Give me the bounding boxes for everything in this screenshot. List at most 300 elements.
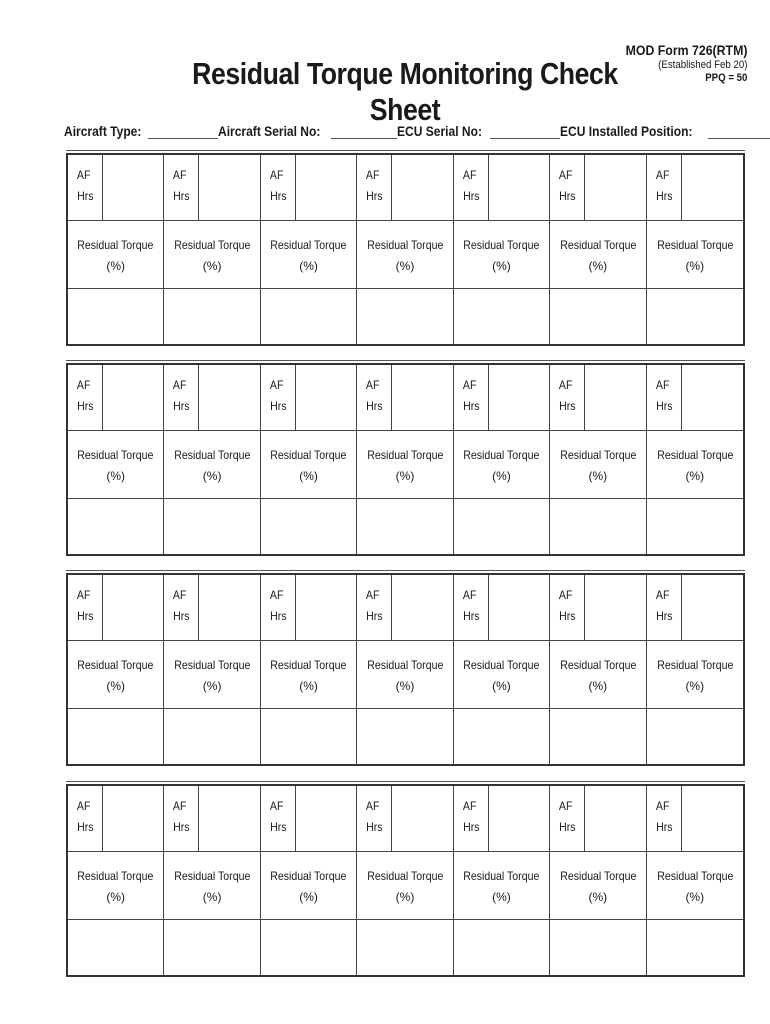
check-block — [66, 153, 745, 346]
af-label: AF — [462, 168, 477, 182]
residual-torque-label — [550, 235, 645, 256]
residual-torque-text: Residual Torque — [656, 869, 733, 883]
af-hrs-label — [647, 786, 682, 851]
residual-torque-label — [647, 866, 743, 887]
residual-torque-text: Residual Torque — [463, 658, 540, 672]
residual-torque-entry[interactable] — [68, 289, 164, 344]
form-established-date: (Established Feb 20) — [657, 58, 747, 71]
residual-torque-label — [647, 235, 743, 256]
residual-torque-text: Residual Torque — [174, 869, 251, 883]
af-hrs-entry[interactable] — [199, 155, 259, 220]
residual-torque-entry[interactable] — [164, 709, 260, 764]
aircraft-serial-label: Aircraft Serial No: — [217, 123, 321, 139]
af-hrs-cell — [164, 155, 260, 221]
residual-torque-label — [550, 445, 645, 466]
af-hrs-entry[interactable] — [199, 786, 259, 851]
percent-unit-label: (%) — [202, 469, 222, 483]
percent-unit-label: (%) — [299, 469, 318, 483]
residual-torque-entry[interactable] — [261, 499, 357, 554]
residual-torque-text: Residual Torque — [270, 869, 347, 883]
residual-torque-label-cell — [550, 431, 646, 499]
residual-torque-label-cell — [357, 431, 453, 499]
af-label: AF — [366, 799, 380, 813]
residual-torque-label-cell — [647, 641, 743, 709]
af-label: AF — [269, 378, 284, 392]
residual-torque-entry[interactable] — [261, 709, 357, 764]
af-hrs-cell — [357, 155, 453, 221]
residual-torque-text: Residual Torque — [77, 448, 154, 462]
check-block — [66, 363, 745, 556]
residual-torque-text: Residual Torque — [559, 869, 636, 883]
af-hrs-cell — [68, 786, 164, 852]
hrs-label: Hrs — [77, 189, 94, 203]
af-hrs-entry[interactable] — [392, 786, 452, 851]
residual-torque-entry[interactable] — [357, 289, 453, 344]
residual-torque-entry[interactable] — [164, 499, 260, 554]
af-hrs-cell — [550, 155, 646, 221]
hrs-label: Hrs — [462, 189, 480, 203]
af-hrs-entry[interactable] — [103, 365, 163, 430]
residual-torque-label — [357, 866, 452, 887]
af-hrs-label — [357, 155, 392, 220]
residual-torque-text: Residual Torque — [559, 658, 636, 672]
residual-torque-label-cell — [647, 221, 743, 289]
af-hrs-entry[interactable] — [682, 575, 743, 640]
hrs-label: Hrs — [655, 820, 673, 834]
residual-torque-label — [164, 235, 259, 256]
hrs-label: Hrs — [173, 399, 190, 413]
residual-torque-label-cell — [550, 641, 646, 709]
hrs-label: Hrs — [173, 609, 190, 623]
residual-torque-label — [550, 655, 645, 676]
residual-torque-label — [357, 655, 452, 676]
af-hrs-label — [454, 155, 489, 220]
hrs-label: Hrs — [655, 609, 673, 623]
af-hrs-label — [550, 365, 585, 430]
residual-torque-label-cell — [647, 431, 743, 499]
residual-torque-entry[interactable] — [357, 499, 453, 554]
percent-unit-label: (%) — [588, 890, 608, 904]
af-hrs-label — [454, 365, 489, 430]
hrs-label: Hrs — [655, 399, 673, 413]
ecu-serial-field[interactable] — [397, 123, 560, 139]
sheet-title: Residual Torque Monitoring Check Sheet — [192, 56, 618, 127]
af-label: AF — [462, 588, 477, 602]
residual-torque-label-cell — [261, 431, 357, 499]
residual-torque-text: Residual Torque — [463, 869, 540, 883]
af-hrs-entry[interactable] — [392, 575, 452, 640]
residual-torque-entry[interactable] — [550, 289, 646, 344]
af-hrs-cell — [357, 365, 453, 431]
residual-torque-label — [454, 235, 549, 256]
residual-torque-text: Residual Torque — [366, 238, 444, 252]
hrs-label: Hrs — [269, 189, 287, 203]
hrs-label: Hrs — [655, 189, 673, 203]
af-hrs-label — [550, 575, 585, 640]
residual-torque-entry[interactable] — [164, 289, 260, 344]
af-hrs-label — [68, 365, 103, 430]
hrs-label: Hrs — [559, 820, 576, 834]
percent-unit-label: (%) — [395, 679, 415, 693]
af-hrs-cell — [647, 155, 743, 221]
check-block — [66, 573, 745, 766]
residual-torque-label-cell — [550, 852, 646, 920]
residual-torque-label — [357, 445, 452, 466]
hrs-label: Hrs — [269, 399, 287, 413]
af-hrs-label — [261, 155, 296, 220]
af-hrs-label — [164, 365, 199, 430]
hrs-label: Hrs — [77, 820, 94, 834]
residual-torque-entry[interactable] — [261, 289, 357, 344]
residual-torque-label-cell — [454, 431, 550, 499]
hrs-label: Hrs — [462, 399, 480, 413]
hrs-label: Hrs — [559, 399, 576, 413]
percent-unit-label: (%) — [202, 679, 222, 693]
af-hrs-cell — [357, 786, 453, 852]
percent-unit-label: (%) — [299, 890, 318, 904]
percent-unit-label: (%) — [395, 469, 415, 483]
af-label: AF — [366, 378, 380, 392]
residual-torque-label — [68, 235, 163, 256]
form-ppq: PPQ = 50 — [704, 71, 747, 84]
percent-unit-label: (%) — [685, 890, 705, 904]
percent-unit-label: (%) — [202, 890, 222, 904]
af-label: AF — [655, 378, 669, 392]
af-hrs-cell — [550, 786, 646, 852]
residual-torque-label-cell — [357, 221, 453, 289]
af-hrs-cell — [550, 575, 646, 641]
af-label: AF — [269, 799, 284, 813]
residual-torque-label — [261, 445, 356, 466]
percent-unit-label: (%) — [299, 259, 318, 273]
af-label: AF — [559, 799, 573, 813]
residual-torque-label — [647, 445, 743, 466]
af-hrs-cell — [454, 786, 550, 852]
residual-torque-entry[interactable] — [68, 920, 164, 975]
residual-torque-entry[interactable] — [357, 920, 453, 975]
percent-unit-label: (%) — [588, 469, 608, 483]
af-label: AF — [366, 588, 380, 602]
aircraft-serial-field[interactable] — [218, 123, 397, 139]
residual-torque-text: Residual Torque — [656, 238, 733, 252]
af-hrs-cell — [68, 155, 164, 221]
residual-torque-entry[interactable] — [647, 920, 743, 975]
af-hrs-cell — [647, 365, 743, 431]
percent-unit-label: (%) — [106, 679, 126, 693]
residual-torque-label-cell — [357, 641, 453, 709]
af-hrs-label — [357, 365, 392, 430]
af-hrs-cell — [68, 575, 164, 641]
aircraft-type-blank[interactable] — [148, 124, 218, 139]
af-label: AF — [76, 588, 91, 602]
af-hrs-label — [357, 786, 392, 851]
residual-torque-text: Residual Torque — [559, 238, 636, 252]
af-label: AF — [655, 588, 669, 602]
af-label: AF — [366, 168, 380, 182]
percent-unit-label: (%) — [588, 259, 608, 273]
ecu-position-blank[interactable] — [708, 124, 770, 139]
residual-torque-entry[interactable] — [647, 709, 743, 764]
residual-torque-text: Residual Torque — [366, 869, 444, 883]
residual-torque-entry[interactable] — [68, 709, 164, 764]
af-label: AF — [173, 168, 187, 182]
af-hrs-entry[interactable] — [489, 365, 549, 430]
af-hrs-entry[interactable] — [585, 575, 645, 640]
percent-unit-label: (%) — [492, 679, 511, 693]
residual-torque-label — [164, 445, 259, 466]
percent-unit-label: (%) — [588, 679, 608, 693]
af-hrs-cell — [647, 786, 743, 852]
percent-unit-label: (%) — [395, 890, 415, 904]
af-label: AF — [655, 168, 669, 182]
af-label: AF — [559, 168, 573, 182]
residual-torque-text: Residual Torque — [656, 448, 733, 462]
af-hrs-cell — [454, 365, 550, 431]
residual-torque-entry[interactable] — [647, 499, 743, 554]
percent-unit-label: (%) — [492, 469, 511, 483]
percent-unit-label: (%) — [202, 259, 222, 273]
residual-torque-text: Residual Torque — [366, 658, 444, 672]
residual-torque-label-cell — [261, 852, 357, 920]
af-hrs-label — [647, 155, 682, 220]
residual-torque-label — [261, 235, 356, 256]
residual-torque-label-cell — [550, 221, 646, 289]
af-label: AF — [462, 378, 477, 392]
af-hrs-entry[interactable] — [103, 155, 163, 220]
af-hrs-cell — [261, 575, 357, 641]
af-hrs-label — [454, 786, 489, 851]
residual-torque-text: Residual Torque — [174, 238, 251, 252]
residual-torque-text: Residual Torque — [366, 448, 444, 462]
residual-torque-text: Residual Torque — [174, 658, 251, 672]
hrs-label: Hrs — [269, 609, 287, 623]
af-hrs-entry[interactable] — [585, 155, 645, 220]
residual-torque-label — [647, 655, 743, 676]
hrs-label: Hrs — [366, 820, 383, 834]
hrs-label: Hrs — [77, 609, 94, 623]
residual-torque-text: Residual Torque — [270, 658, 347, 672]
residual-torque-label — [454, 445, 549, 466]
residual-torque-entry[interactable] — [164, 920, 260, 975]
residual-torque-label-cell — [454, 641, 550, 709]
percent-unit-label: (%) — [685, 679, 705, 693]
percent-unit-label: (%) — [685, 259, 705, 273]
residual-torque-entry[interactable] — [454, 920, 550, 975]
aircraft-type-label: Aircraft Type: — [64, 123, 142, 139]
af-hrs-label — [68, 155, 103, 220]
hrs-label: Hrs — [173, 820, 190, 834]
af-hrs-cell — [164, 575, 260, 641]
residual-torque-text: Residual Torque — [270, 238, 347, 252]
af-hrs-entry[interactable] — [296, 786, 356, 851]
af-hrs-entry[interactable] — [392, 155, 452, 220]
residual-torque-label-cell — [357, 852, 453, 920]
residual-torque-text: Residual Torque — [463, 238, 540, 252]
af-label: AF — [76, 168, 91, 182]
af-hrs-label — [164, 786, 199, 851]
hrs-label: Hrs — [462, 609, 480, 623]
residual-torque-entry[interactable] — [454, 709, 550, 764]
residual-torque-entry[interactable] — [261, 920, 357, 975]
af-label: AF — [76, 378, 91, 392]
af-hrs-entry[interactable] — [585, 365, 645, 430]
residual-torque-label — [550, 866, 645, 887]
ecu-serial-blank[interactable] — [490, 124, 560, 139]
hrs-label: Hrs — [559, 609, 576, 623]
residual-torque-label — [454, 655, 549, 676]
hrs-label: Hrs — [559, 189, 576, 203]
residual-torque-label-cell — [68, 221, 164, 289]
form-reference — [609, 42, 747, 85]
af-hrs-entry[interactable] — [103, 575, 163, 640]
af-hrs-label — [261, 575, 296, 640]
af-hrs-label — [647, 575, 682, 640]
residual-torque-label — [357, 235, 452, 256]
af-hrs-cell — [261, 786, 357, 852]
af-hrs-label — [164, 575, 199, 640]
af-hrs-cell — [68, 365, 164, 431]
residual-torque-entry[interactable] — [68, 499, 164, 554]
residual-torque-text: Residual Torque — [77, 658, 154, 672]
residual-torque-text: Residual Torque — [559, 448, 636, 462]
percent-unit-label: (%) — [395, 259, 415, 273]
form-number: MOD Form 726(RTM) — [625, 42, 747, 58]
af-hrs-entry[interactable] — [682, 365, 743, 430]
percent-unit-label: (%) — [106, 469, 126, 483]
af-hrs-cell — [550, 365, 646, 431]
af-hrs-entry[interactable] — [682, 155, 743, 220]
af-label: AF — [559, 378, 573, 392]
af-hrs-cell — [454, 575, 550, 641]
check-block — [66, 784, 745, 977]
residual-torque-label-cell — [454, 852, 550, 920]
af-label: AF — [173, 588, 187, 602]
residual-torque-text: Residual Torque — [77, 238, 154, 252]
residual-torque-entry[interactable] — [647, 289, 743, 344]
af-label: AF — [173, 378, 187, 392]
residual-torque-label — [68, 655, 163, 676]
residual-torque-label-cell — [164, 431, 260, 499]
af-hrs-entry[interactable] — [392, 365, 452, 430]
residual-torque-label-cell — [164, 852, 260, 920]
residual-torque-entry[interactable] — [550, 709, 646, 764]
af-hrs-label — [68, 575, 103, 640]
residual-torque-label-cell — [164, 221, 260, 289]
header-fields — [64, 123, 746, 139]
residual-torque-text: Residual Torque — [270, 448, 347, 462]
af-hrs-label — [261, 786, 296, 851]
residual-torque-label — [454, 866, 549, 887]
af-hrs-label — [357, 575, 392, 640]
residual-torque-label-cell — [68, 431, 164, 499]
percent-unit-label: (%) — [492, 890, 511, 904]
af-hrs-cell — [647, 575, 743, 641]
ecu-serial-label: ECU Serial No: — [397, 123, 483, 139]
af-hrs-label — [454, 575, 489, 640]
hrs-label: Hrs — [462, 820, 480, 834]
af-hrs-entry[interactable] — [296, 155, 356, 220]
residual-torque-entry[interactable] — [454, 499, 550, 554]
af-hrs-cell — [261, 155, 357, 221]
ecu-position-label: ECU Installed Position: — [559, 123, 693, 139]
percent-unit-label: (%) — [106, 890, 126, 904]
hrs-label: Hrs — [77, 399, 94, 413]
residual-torque-text: Residual Torque — [174, 448, 251, 462]
residual-torque-text: Residual Torque — [656, 658, 733, 672]
af-hrs-cell — [261, 365, 357, 431]
af-label: AF — [76, 799, 91, 813]
residual-torque-label-cell — [164, 641, 260, 709]
af-label: AF — [655, 799, 669, 813]
af-hrs-label — [164, 155, 199, 220]
af-hrs-cell — [454, 155, 550, 221]
aircraft-type-field[interactable] — [64, 123, 218, 139]
af-hrs-entry[interactable] — [682, 786, 743, 851]
percent-unit-label: (%) — [106, 259, 126, 273]
residual-torque-label — [261, 866, 356, 887]
hrs-label: Hrs — [366, 399, 383, 413]
af-hrs-entry[interactable] — [585, 786, 645, 851]
ecu-position-field[interactable] — [560, 123, 770, 139]
residual-torque-text: Residual Torque — [77, 869, 154, 883]
af-hrs-cell — [164, 365, 260, 431]
residual-torque-entry[interactable] — [550, 499, 646, 554]
af-label: AF — [269, 168, 284, 182]
af-hrs-label — [261, 365, 296, 430]
hrs-label: Hrs — [173, 189, 190, 203]
af-hrs-cell — [357, 575, 453, 641]
hrs-label: Hrs — [366, 609, 383, 623]
af-hrs-entry[interactable] — [296, 575, 356, 640]
af-label: AF — [462, 799, 477, 813]
aircraft-serial-blank[interactable] — [331, 124, 397, 139]
residual-torque-label-cell — [261, 221, 357, 289]
percent-unit-label: (%) — [299, 679, 318, 693]
af-hrs-entry[interactable] — [199, 575, 259, 640]
residual-torque-label — [68, 445, 163, 466]
residual-torque-entry[interactable] — [357, 709, 453, 764]
af-hrs-label — [647, 365, 682, 430]
residual-torque-text: Residual Torque — [463, 448, 540, 462]
af-hrs-entry[interactable] — [489, 575, 549, 640]
af-hrs-entry[interactable] — [489, 786, 549, 851]
af-hrs-entry[interactable] — [103, 786, 163, 851]
af-hrs-label — [550, 786, 585, 851]
residual-torque-entry[interactable] — [550, 920, 646, 975]
hrs-label: Hrs — [366, 189, 383, 203]
percent-unit-label: (%) — [685, 469, 705, 483]
residual-torque-label-cell — [261, 641, 357, 709]
af-hrs-entry[interactable] — [489, 155, 549, 220]
af-label: AF — [559, 588, 573, 602]
percent-unit-label: (%) — [492, 259, 511, 273]
residual-torque-label — [164, 655, 259, 676]
residual-torque-entry[interactable] — [454, 289, 550, 344]
residual-torque-label — [261, 655, 356, 676]
af-hrs-entry[interactable] — [199, 365, 259, 430]
residual-torque-label-cell — [454, 221, 550, 289]
af-hrs-entry[interactable] — [296, 365, 356, 430]
af-label: AF — [173, 799, 187, 813]
af-hrs-label — [550, 155, 585, 220]
residual-torque-label — [68, 866, 163, 887]
residual-torque-label-cell — [68, 641, 164, 709]
af-hrs-cell — [164, 786, 260, 852]
residual-torque-label-cell — [647, 852, 743, 920]
af-hrs-label — [68, 786, 103, 851]
residual-torque-label-cell — [68, 852, 164, 920]
residual-torque-label — [164, 866, 259, 887]
